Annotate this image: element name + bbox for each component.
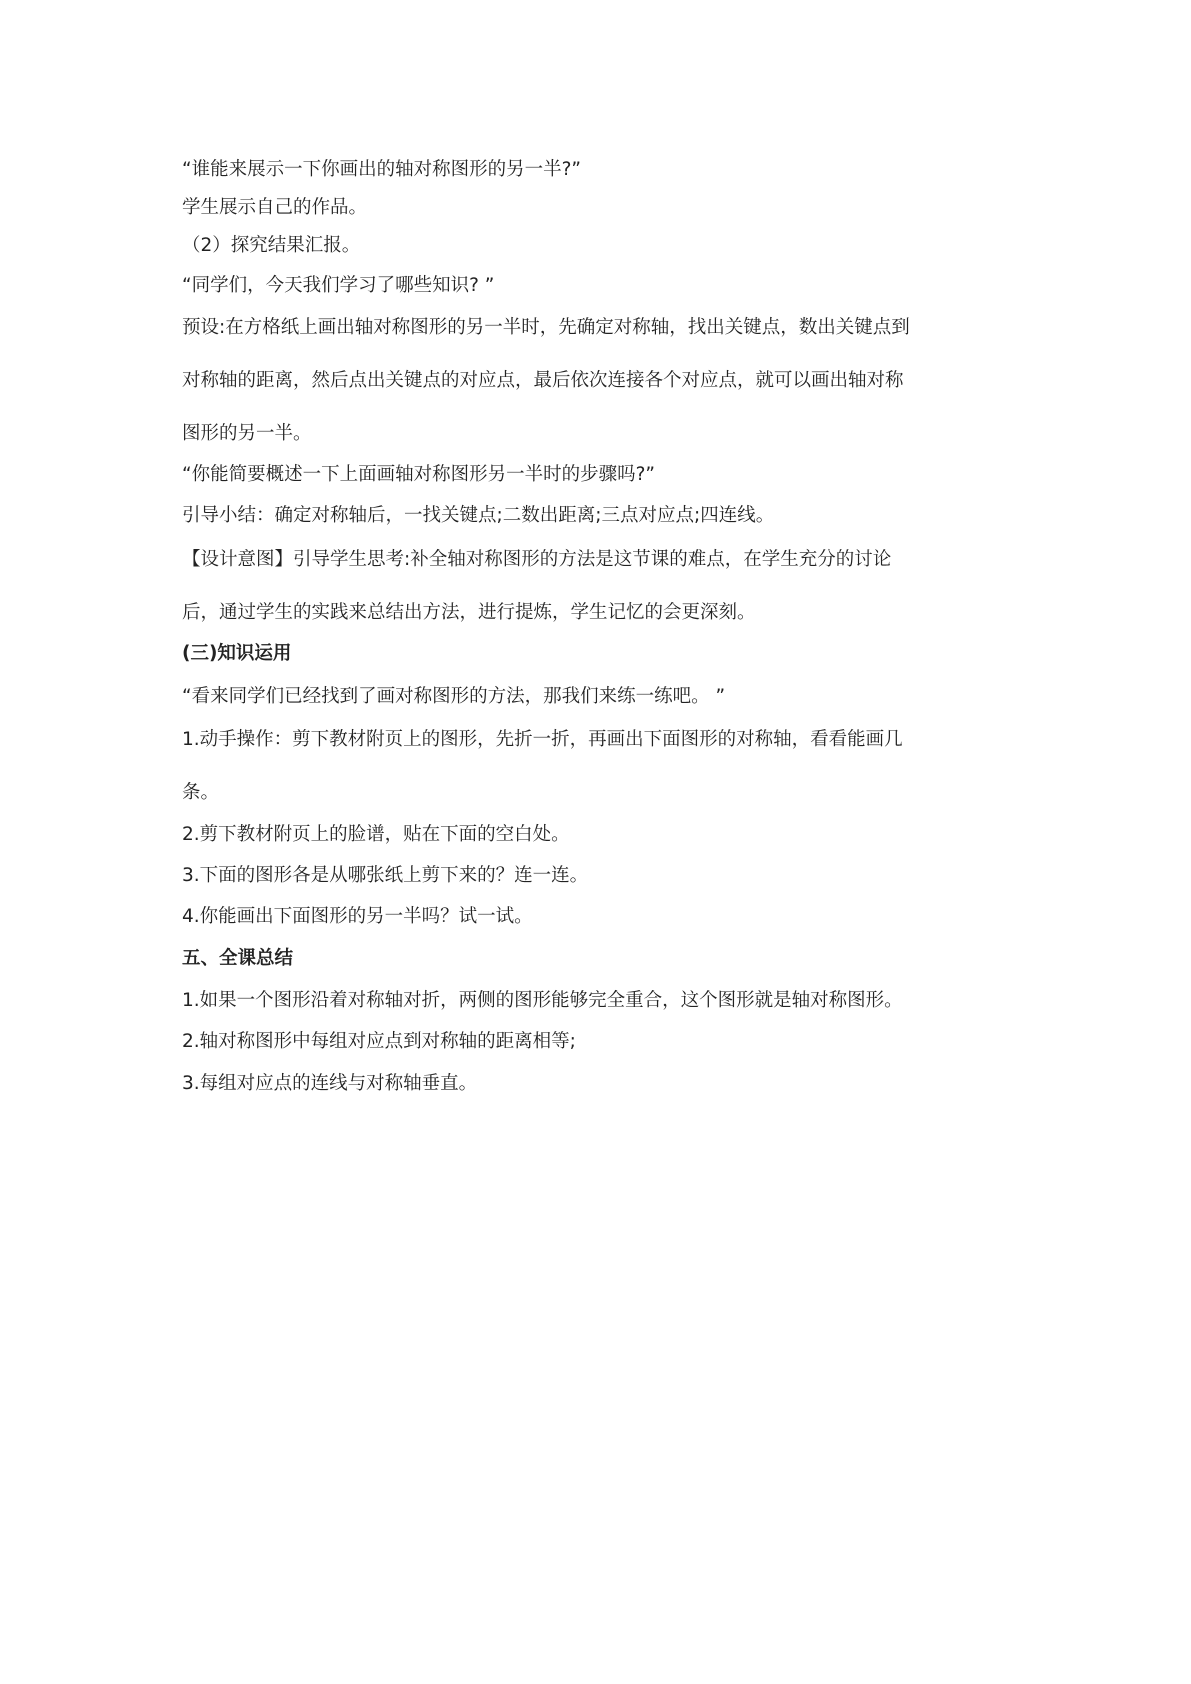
text-line: 3.每组对应点的连线与对称轴垂直。 <box>182 1073 478 1094</box>
text-line: 3.下面的图形各是从哪张纸上剪下来的？连一连。 <box>182 865 589 886</box>
text-line: 条。 <box>182 782 220 803</box>
text-line: 1.动手操作：剪下教材附页上的图形，先折一折，再画出下面图形的对称轴，看看能画几 <box>182 729 903 750</box>
text-line: 学生展示自己的作品。 <box>182 197 368 218</box>
text-line: 1.如果一个图形沿着对称轴对折，两侧的图形能够完全重合，这个图形就是轴对称图形。 <box>182 990 903 1011</box>
text-line: 4.你能画出下面图形的另一半吗？试一试。 <box>182 906 533 927</box>
text-line: （2）探究结果汇报。 <box>182 235 361 256</box>
text-line: 【设计意图】引导学生思考:补全轴对称图形的方法是这节课的难点，在学生充分的讨论 <box>182 549 892 570</box>
text-line: 2.轴对称图形中每组对应点到对称轴的距离相等; <box>182 1031 576 1052</box>
text-line: 预设:在方格纸上画出轴对称图形的另一半时，先确定对称轴，找出关键点，数出关键点到 <box>182 317 910 338</box>
section-heading: (三)知识运用 <box>182 643 292 664</box>
text-line: 后，通过学生的实践来总结出方法，进行提炼，学生记忆的会更深刻。 <box>182 602 756 623</box>
text-line: 图形的另一半。 <box>182 423 312 444</box>
text-line: 2.剪下教材附页上的脸谱，贴在下面的空白处。 <box>182 824 570 845</box>
text-line: “同学们，今天我们学习了哪些知识? ” <box>182 275 495 296</box>
section-heading: 五、全课总结 <box>182 948 294 969</box>
text-line: “看来同学们已经找到了画对称图形的方法，那我们来练一练吧。 ” <box>182 686 726 707</box>
text-line: 引导小结：确定对称轴后，一找关键点;二数出距离;三点对应点;四连线。 <box>182 505 775 526</box>
text-line: 对称轴的距离，然后点出关键点的对应点，最后依次连接各个对应点，就可以画出轴对称 <box>182 370 904 391</box>
text-line: “谁能来展示一下你画出的轴对称图形的另一半?” <box>182 159 581 180</box>
text-line: “你能简要概述一下上面画轴对称图形另一半时的步骤吗?” <box>182 464 655 485</box>
